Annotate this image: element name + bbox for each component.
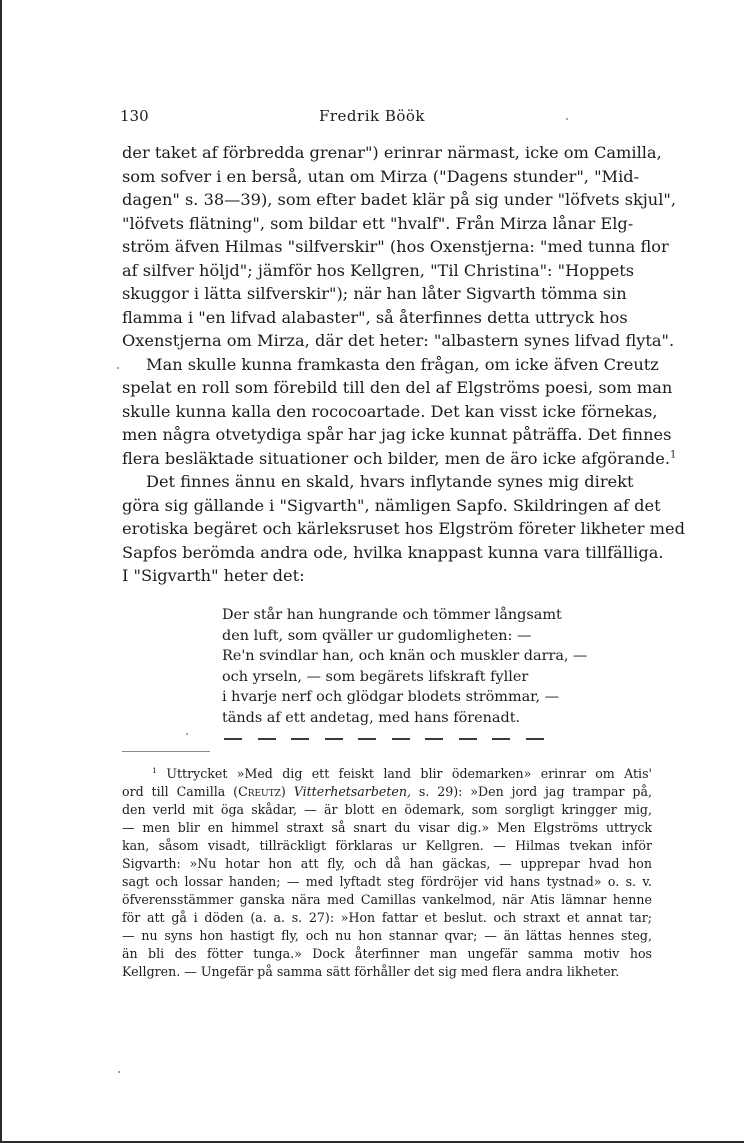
text-line: skulle kunna kalla den rococoartade. Det kan visst icke förnekas, — [122, 401, 658, 421]
footnote-line: Sigvarth: »Nu hotar hon att fly, och då han gäckas, — upprepar hvad hon — [122, 856, 652, 871]
dash — [526, 738, 544, 740]
main-text — [122, 141, 685, 588]
dash — [325, 738, 343, 740]
dash — [258, 738, 276, 740]
text-line — [122, 447, 677, 471]
footnote-author: Creutz — [238, 784, 281, 799]
poem-line: och yrseln, — som begärets lifskraft fyller — [222, 668, 529, 685]
dash — [425, 738, 443, 740]
paragraph-2 — [122, 353, 677, 471]
footnote-line-content: Uttrycket »Med dig ett feiskt land blir ödemarken» erinrar om Atis' — [166, 766, 652, 781]
text-line: dagen" s. 38—39), som efter badet klär på sig under "löfvets skjul", — [122, 190, 676, 209]
text-line: erotiska begäret och kärleksruset hos Elgström företer likheter med — [122, 519, 685, 538]
paragraph-1 — [122, 141, 676, 353]
footnote-line: den verld mit öga skådar, — är blott en ödemark, som sorgligt kringger mig, — [122, 802, 652, 817]
dash — [492, 738, 510, 740]
dash — [459, 738, 477, 740]
text-line: göra sig gällande i "Sigvarth", nämligen Sapfo. Skildringen af det — [122, 495, 661, 515]
poem-line: den luft, som qväller ur gudomligheten: — — [222, 627, 532, 644]
paragraph-3 — [122, 470, 685, 588]
poem-line: tänds af ett andetag, med hans förenadt. — [222, 709, 521, 726]
poem-quote — [222, 605, 588, 729]
text-line: men några otvetydiga spår har jag icke kunnat påträffa. Det finnes — [122, 425, 672, 444]
footnote-line: Kellgren. — Ungefär på samma sätt förhåller det sig med flera andra likheter. — [122, 964, 620, 979]
dash — [224, 738, 242, 740]
scan-speck — [186, 733, 188, 735]
text-line: flamma i "en lifvad alabaster", så återfinnes detta uttryck hos — [122, 307, 628, 327]
text-line: Oxenstjerna om Mirza, där det heter: "albastern synes lifvad flyta". — [122, 331, 675, 350]
text-line: som sofver i en berså, utan om Mirza ("Dagens stunder", "Mid- — [122, 166, 640, 186]
poem-line: i hvarje nerf och glödgar blodets strömmar, — — [222, 689, 560, 706]
footnote-line: än bli des fötter tunga.» Dock återfinner man ungefär samma motiv hos — [122, 946, 652, 961]
footnote — [122, 765, 652, 981]
running-title: Fredrik Böök — [318, 107, 426, 125]
text-line-content: flera besläktade situationer och bilder, men de äro icke afgörande. — [122, 448, 671, 468]
footnote-line: — nu syns hon hastigt fly, och nu hon stannar qvar; — än lättas hennes steg, — [122, 928, 652, 943]
text-line: skuggor i lätta silfverskir"); när han låter Sigvarth tömma sin — [122, 284, 627, 303]
text-line: ström äfven Hilmas "silfverskir" (hos Oxenstjerna: "med tunna flor — [122, 237, 669, 256]
scan-speck — [118, 1071, 120, 1073]
poem-omission-dashes — [224, 738, 544, 740]
dash — [358, 738, 376, 740]
page-number: 130 — [120, 107, 149, 125]
dash — [291, 738, 309, 740]
text-line: Man skulle kunna framkasta den frågan, om icke äfven Creutz — [146, 354, 659, 374]
footnote-marker: 1 — [152, 765, 157, 775]
poem-line: Der står han hungrande och tömmer långsamt — [222, 607, 562, 623]
dash — [392, 738, 410, 740]
text-line: I "Sigvarth" heter det: — [122, 566, 305, 585]
text-line: "löfvets flätning", som bildar ett "hvalf". Från Mirza lånar Elg- — [122, 213, 634, 233]
footnote-line — [122, 783, 652, 801]
footnote-text: ) — [280, 784, 294, 799]
scan-speck — [117, 367, 119, 369]
footnote-line: öfverensstämmer ganska nära med Camillas vankelmod, när Atis lämnar henne — [122, 892, 652, 907]
poem-line: Re'n svindlar han, och knän och muskler darra, — — [222, 648, 588, 665]
scan-edge-left — [0, 0, 2, 1143]
text-line: Det finnes ännu en skald, hvars inflytande synes mig direkt — [146, 472, 634, 491]
footnote-text: s. 29): »Den jord jag trampar på, — [410, 784, 652, 799]
footnote-text: ord till Camilla ( — [122, 784, 239, 799]
footnote-line — [122, 765, 652, 783]
text-line: Sapfos berömda andra ode, hvilka knappast kunna vara tillfälliga. — [122, 542, 664, 562]
text-line: spelat en roll som förebild till den del af Elgströms poesi, som man — [122, 378, 673, 397]
footnote-work-title: Vitterhetsarbeten, — [293, 784, 411, 799]
footnote-reference[interactable]: 1 — [670, 449, 677, 461]
text-line: der taket af förbredda grenar") erinrar närmast, icke om Camilla, — [122, 143, 662, 162]
footnote-line: — men blir en himmel straxt så snart du visar dig.» Men Elgströms uttryck — [122, 820, 652, 835]
footnote-line: kan, såsom visadt, tillräckligt förklaras ur Kellgren. — Hilmas tvekan inför — [122, 838, 652, 853]
footnote-line: för att gå i döden (a. a. s. 27): »Hon fattar et beslut. och straxt et annat tar; — [122, 910, 652, 925]
text-line: af silfver höljd"; jämför hos Kellgren, "Til Christina": "Hoppets — [122, 260, 635, 280]
footnote-divider — [122, 751, 210, 752]
footnote-line: sagt och lossar handen; — med lyftadt steg fördröjer vid hans tystnad» o. s. v. — [122, 874, 652, 889]
